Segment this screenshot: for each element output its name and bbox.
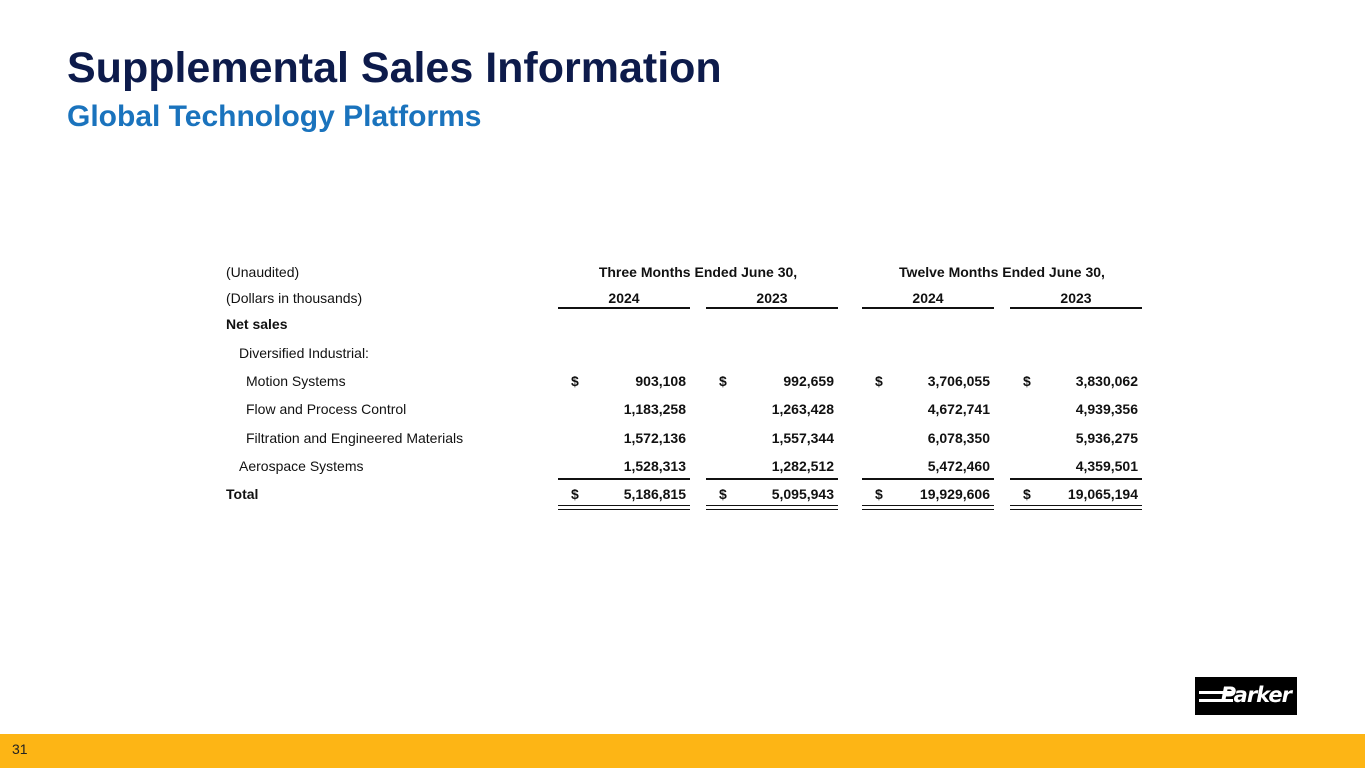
value-cell: 903,108 bbox=[635, 373, 686, 389]
total-double-underline bbox=[862, 505, 994, 510]
currency-symbol: $ bbox=[571, 486, 579, 502]
total-label: Total bbox=[226, 486, 259, 502]
value-cell: 1,263,428 bbox=[771, 401, 834, 417]
currency-symbol: $ bbox=[1023, 486, 1031, 502]
group-header-three-months: Three Months Ended June 30, bbox=[598, 264, 798, 280]
value-cell: 1,282,512 bbox=[771, 458, 834, 474]
page-subtitle: Global Technology Platforms bbox=[67, 100, 482, 133]
row-label: Filtration and Engineered Materials bbox=[246, 430, 464, 446]
subtotal-underline bbox=[862, 478, 994, 480]
total-value-cell: 19,065,194 bbox=[1067, 486, 1138, 502]
year-header: 2023 bbox=[756, 290, 788, 306]
value-cell: 5,472,460 bbox=[927, 458, 990, 474]
total-value-cell: 5,095,943 bbox=[771, 486, 834, 502]
subsection-label: Diversified Industrial: bbox=[239, 345, 369, 361]
subtotal-underline bbox=[558, 478, 690, 480]
page-number: 31 bbox=[12, 741, 28, 757]
value-cell: 4,359,501 bbox=[1075, 458, 1138, 474]
total-double-underline bbox=[1010, 505, 1142, 510]
row-label: Aerospace Systems bbox=[239, 458, 364, 474]
value-cell: 1,183,258 bbox=[623, 401, 686, 417]
header-underline bbox=[862, 307, 994, 309]
header-underline bbox=[1010, 307, 1142, 309]
row-label: Motion Systems bbox=[246, 373, 346, 389]
total-value-cell: 19,929,606 bbox=[919, 486, 990, 502]
currency-symbol: $ bbox=[571, 373, 579, 389]
year-header: 2024 bbox=[608, 290, 640, 306]
total-double-underline bbox=[558, 505, 690, 510]
subtotal-underline bbox=[706, 478, 838, 480]
value-cell: 3,830,062 bbox=[1075, 373, 1138, 389]
year-header: 2024 bbox=[912, 290, 944, 306]
footer-bar bbox=[0, 734, 1365, 768]
value-cell: 5,936,275 bbox=[1075, 430, 1138, 446]
total-value-cell: 5,186,815 bbox=[623, 486, 686, 502]
value-cell: 4,939,356 bbox=[1075, 401, 1138, 417]
row-label: Flow and Process Control bbox=[246, 401, 407, 417]
header-underline bbox=[558, 307, 690, 309]
currency-symbol: $ bbox=[1023, 373, 1031, 389]
total-double-underline bbox=[706, 505, 838, 510]
year-header: 2023 bbox=[1060, 290, 1092, 306]
units-label: (Dollars in thousands) bbox=[226, 290, 363, 306]
value-cell: 6,078,350 bbox=[927, 430, 990, 446]
currency-symbol: $ bbox=[719, 486, 727, 502]
value-cell: 1,528,313 bbox=[623, 458, 686, 474]
group-header-twelve-months: Twelve Months Ended June 30, bbox=[899, 264, 1105, 280]
value-cell: 4,672,741 bbox=[927, 401, 990, 417]
header-underline bbox=[706, 307, 838, 309]
value-cell: 1,557,344 bbox=[771, 430, 834, 446]
currency-symbol: $ bbox=[719, 373, 727, 389]
section-label: Net sales bbox=[226, 316, 288, 332]
currency-symbol: $ bbox=[875, 486, 883, 502]
parker-logo bbox=[1195, 677, 1297, 715]
value-cell: 992,659 bbox=[783, 373, 834, 389]
value-cell: 1,572,136 bbox=[623, 430, 686, 446]
subtotal-underline bbox=[1010, 478, 1142, 480]
page-title: Supplemental Sales Information bbox=[67, 44, 722, 92]
unaudited-label: (Unaudited) bbox=[226, 264, 300, 280]
logo-text: Parker bbox=[1220, 683, 1291, 707]
value-cell: 3,706,055 bbox=[927, 373, 990, 389]
currency-symbol: $ bbox=[875, 373, 883, 389]
